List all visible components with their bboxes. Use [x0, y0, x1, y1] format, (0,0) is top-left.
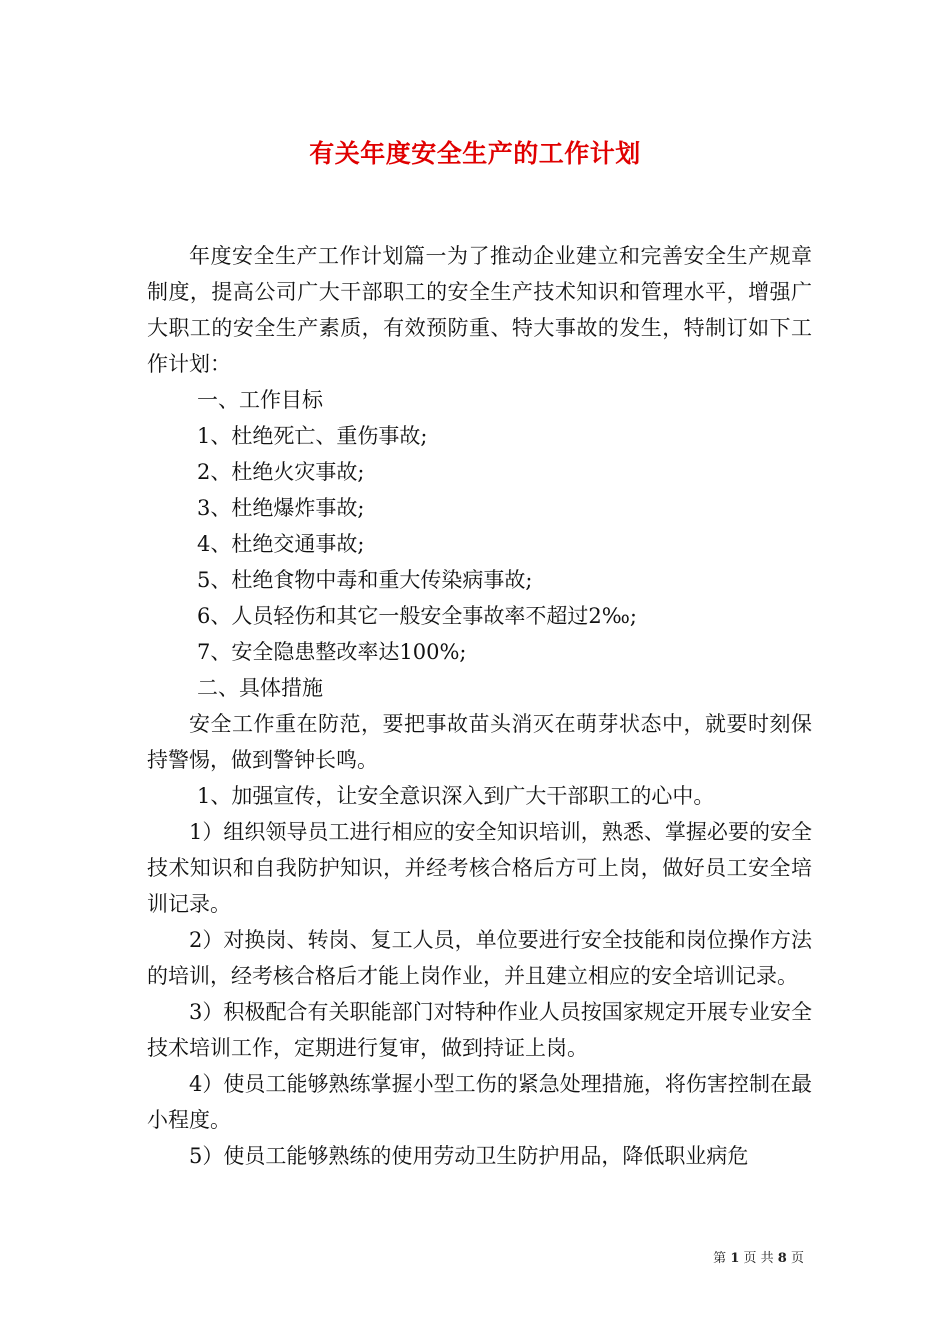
list-item: 3、杜绝爆炸事故;	[197, 496, 365, 520]
body-paragraph: 1）组织领导员工进行相应的安全知识培训，熟悉、掌握必要的安全技术知识和自我防护知识，并经考核合格后方可上岗，做好员工安全培训记录。	[147, 820, 812, 916]
section-heading: 一、工作目标	[197, 388, 323, 412]
document-title: 有关年度安全生产的工作计划	[309, 139, 641, 168]
document-body	[147, 238, 812, 1174]
body-paragraph: 安全工作重在防范，要把事故苗头消灭在萌芽状态中，就要时刻保持警惕，做到警钟长鸣。	[147, 712, 812, 772]
list-item: 2、杜绝火灾事故;	[197, 460, 365, 484]
list-item: 1、杜绝死亡、重伤事故;	[197, 424, 428, 448]
footer-suffix: 页	[790, 1251, 804, 1266]
body-paragraph: 4）使员工能够熟练掌握小型工伤的紧急处理措施，将伤害控制在最小程度。	[147, 1072, 812, 1132]
footer-prefix: 第	[713, 1251, 727, 1266]
page-number-footer	[713, 1247, 804, 1266]
list-item: 4、杜绝交通事故;	[197, 532, 365, 556]
list-item: 7、安全隐患整改率达100%;	[197, 640, 467, 664]
current-page-number: 1	[730, 1251, 740, 1266]
intro-paragraph: 年度安全生产工作计划篇一为了推动企业建立和完善安全生产规章制度，提高公司广大干部职工的安全生产技术知识和管理水平，增强广大职工的安全生产素质，有效预防重、特大事故的发生，特制订如下工作计划：	[147, 244, 812, 376]
body-paragraph: 2）对换岗、转岗、复工人员，单位要进行安全技能和岗位操作方法的培训，经考核合格后才能上岗作业，并且建立相应的安全培训记录。	[147, 928, 812, 988]
body-paragraph: 5）使员工能够熟练的使用劳动卫生防护用品，降低职业病危	[189, 1144, 749, 1168]
total-page-count: 8	[777, 1251, 787, 1266]
list-item: 5、杜绝食物中毒和重大传染病事故;	[197, 568, 533, 592]
footer-middle: 页 共	[743, 1251, 774, 1266]
subsection-heading: 1、加强宣传，让安全意识深入到广大干部职工的心中。	[197, 784, 715, 808]
section-heading: 二、具体措施	[197, 676, 323, 700]
body-paragraph: 3）积极配合有关职能部门对特种作业人员按国家规定开展专业安全技术培训工作，定期进行复审，做到持证上岗。	[147, 1000, 812, 1060]
list-item: 6、人员轻伤和其它一般安全事故率不超过2‰;	[197, 604, 637, 628]
